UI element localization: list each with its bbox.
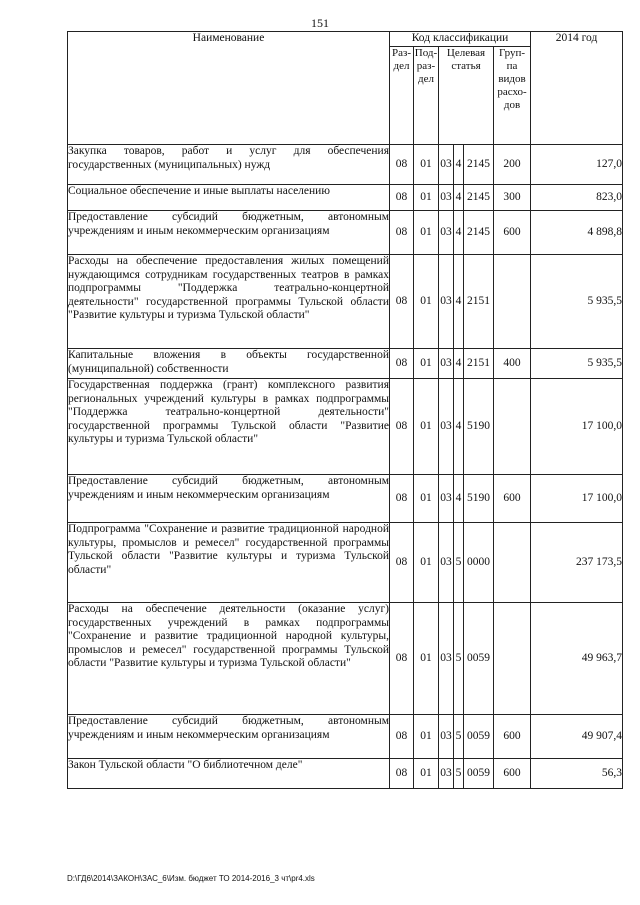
- row-section: 08: [390, 145, 414, 185]
- table-row: [68, 475, 623, 523]
- row-target-program: 03: [439, 379, 454, 475]
- row-target-direction: 0000: [464, 523, 494, 603]
- row-target-direction: 5190: [464, 379, 494, 475]
- table-row: [68, 255, 623, 349]
- row-subsection: 01: [414, 255, 439, 349]
- row-section: 08: [390, 349, 414, 379]
- row-name: Предоставление субсидий бюджетным, автономным учреждениям и иным некоммерческим организациям: [68, 715, 390, 759]
- row-target-direction: 0059: [464, 603, 494, 715]
- row-target-direction: 0059: [464, 759, 494, 789]
- row-target-direction: 2145: [464, 185, 494, 211]
- row-amount: 5 935,5: [531, 255, 623, 349]
- header-target-item: Целевая статья: [439, 47, 494, 145]
- row-subsection: 01: [414, 603, 439, 715]
- table-row: [68, 211, 623, 255]
- row-target-program: 03: [439, 523, 454, 603]
- row-target-direction: 5190: [464, 475, 494, 523]
- row-amount: 49 963,7: [531, 603, 623, 715]
- row-amount: 4 898,8: [531, 211, 623, 255]
- row-name: Закупка товаров, работ и услуг для обеспечения государственных (муниципальных) нужд: [68, 145, 390, 185]
- row-subsection: 01: [414, 185, 439, 211]
- header-section: Раз-дел: [390, 47, 414, 145]
- row-name: Государственная поддержка (грант) комплексного развития региональных учреждений культуры в рамках подпрограммы "Поддержка театрально-концертной деятельности" государственной программы Тульской области "Развитие культуры и туризма Тульской области": [68, 379, 390, 475]
- row-section: 08: [390, 379, 414, 475]
- header-row-top: [68, 32, 623, 47]
- row-target-subprogram: 5: [454, 523, 464, 603]
- table-body: [68, 145, 623, 789]
- row-amount: 127,0: [531, 145, 623, 185]
- row-target-program: 03: [439, 715, 454, 759]
- row-subsection: 01: [414, 211, 439, 255]
- row-subsection: 01: [414, 759, 439, 789]
- row-target-direction: 2145: [464, 211, 494, 255]
- row-subsection: 01: [414, 145, 439, 185]
- table-row: [68, 759, 623, 789]
- row-amount: 49 907,4: [531, 715, 623, 759]
- row-amount: 823,0: [531, 185, 623, 211]
- table-row: [68, 185, 623, 211]
- row-expense-group: 600: [494, 715, 531, 759]
- row-section: 08: [390, 759, 414, 789]
- row-expense-group: [494, 603, 531, 715]
- row-amount: 17 100,0: [531, 475, 623, 523]
- row-expense-group: 200: [494, 145, 531, 185]
- row-target-subprogram: 4: [454, 145, 464, 185]
- table-row: [68, 379, 623, 475]
- row-target-program: 03: [439, 349, 454, 379]
- header-expense-group: Груп-па видов расхо-дов: [494, 47, 531, 145]
- row-target-program: 03: [439, 603, 454, 715]
- row-target-program: 03: [439, 759, 454, 789]
- row-name: Подпрограмма "Сохранение и развитие традиционной народной культуры, промыслов и ремесел" государственной программы Тульской области "Развитие культуры и туризма Тульской области": [68, 523, 390, 603]
- header-subsection: Под-раз-дел: [414, 47, 439, 145]
- row-target-program: 03: [439, 185, 454, 211]
- row-target-direction: 0059: [464, 715, 494, 759]
- row-subsection: 01: [414, 349, 439, 379]
- row-amount: 56,3: [531, 759, 623, 789]
- row-expense-group: 300: [494, 185, 531, 211]
- table-row: [68, 603, 623, 715]
- row-name: Расходы на обеспечение предоставления жилых помещений нуждающимся сотрудникам государственных театров в рамках подпрограммы "Поддержка театрально-концертной деятельности" государственной программы Тульской области "Развитие культуры и туризма Тульской области": [68, 255, 390, 349]
- row-name: Предоставление субсидий бюджетным, автономным учреждениям и иным некоммерческим организациям: [68, 475, 390, 523]
- row-section: 08: [390, 185, 414, 211]
- row-expense-group: 600: [494, 759, 531, 789]
- row-target-program: 03: [439, 211, 454, 255]
- row-section: 08: [390, 523, 414, 603]
- row-subsection: 01: [414, 379, 439, 475]
- row-amount: 237 173,5: [531, 523, 623, 603]
- page-number: 151: [311, 16, 329, 30]
- row-section: 08: [390, 475, 414, 523]
- row-expense-group: 600: [494, 475, 531, 523]
- footer-file-path: D:\ГД6\2014\ЗАКОН\ЗАС_6\Изм. бюджет ТО 2014-2016_3 чт\pr4.xls: [67, 874, 315, 883]
- row-target-subprogram: 4: [454, 255, 464, 349]
- row-expense-group: 400: [494, 349, 531, 379]
- row-target-subprogram: 4: [454, 211, 464, 255]
- row-expense-group: [494, 255, 531, 349]
- row-amount: 17 100,0: [531, 379, 623, 475]
- row-name: Предоставление субсидий бюджетным, автономным учреждениям и иным некоммерческим организациям: [68, 211, 390, 255]
- row-target-direction: 2145: [464, 145, 494, 185]
- row-subsection: 01: [414, 475, 439, 523]
- row-target-program: 03: [439, 145, 454, 185]
- header-year: 2014 год: [531, 32, 623, 145]
- row-section: 08: [390, 255, 414, 349]
- row-subsection: 01: [414, 523, 439, 603]
- row-subsection: 01: [414, 715, 439, 759]
- row-name: Капитальные вложения в объекты государственной (муниципальной) собственности: [68, 349, 390, 379]
- row-name: Расходы на обеспечение деятельности (оказание услуг) государственных учреждений в рамках подпрограммы "Сохранение и развитие традиционной народной культуры, промыслов и ремесел" государственной программы Тульской области "Развитие культуры и туризма Тульской области": [68, 603, 390, 715]
- row-section: 08: [390, 715, 414, 759]
- row-target-subprogram: 4: [454, 379, 464, 475]
- row-target-direction: 2151: [464, 255, 494, 349]
- table-row: [68, 145, 623, 185]
- row-target-direction: 2151: [464, 349, 494, 379]
- header-name: Наименование: [68, 32, 390, 145]
- row-expense-group: [494, 379, 531, 475]
- row-expense-group: [494, 523, 531, 603]
- row-target-subprogram: 4: [454, 349, 464, 379]
- row-expense-group: 600: [494, 211, 531, 255]
- table-row: [68, 523, 623, 603]
- table-row: [68, 349, 623, 379]
- row-amount: 5 935,5: [531, 349, 623, 379]
- header-classification: Код классификации: [390, 32, 531, 47]
- budget-table: [67, 31, 623, 789]
- row-target-program: 03: [439, 475, 454, 523]
- row-target-program: 03: [439, 255, 454, 349]
- table-row: [68, 715, 623, 759]
- row-name: Социальное обеспечение и иные выплаты населению: [68, 185, 390, 211]
- row-section: 08: [390, 211, 414, 255]
- row-target-subprogram: 5: [454, 715, 464, 759]
- row-target-subprogram: 5: [454, 603, 464, 715]
- row-target-subprogram: 4: [454, 475, 464, 523]
- row-target-subprogram: 5: [454, 759, 464, 789]
- row-target-subprogram: 4: [454, 185, 464, 211]
- row-name: Закон Тульской области "О библиотечном деле": [68, 759, 390, 789]
- row-section: 08: [390, 603, 414, 715]
